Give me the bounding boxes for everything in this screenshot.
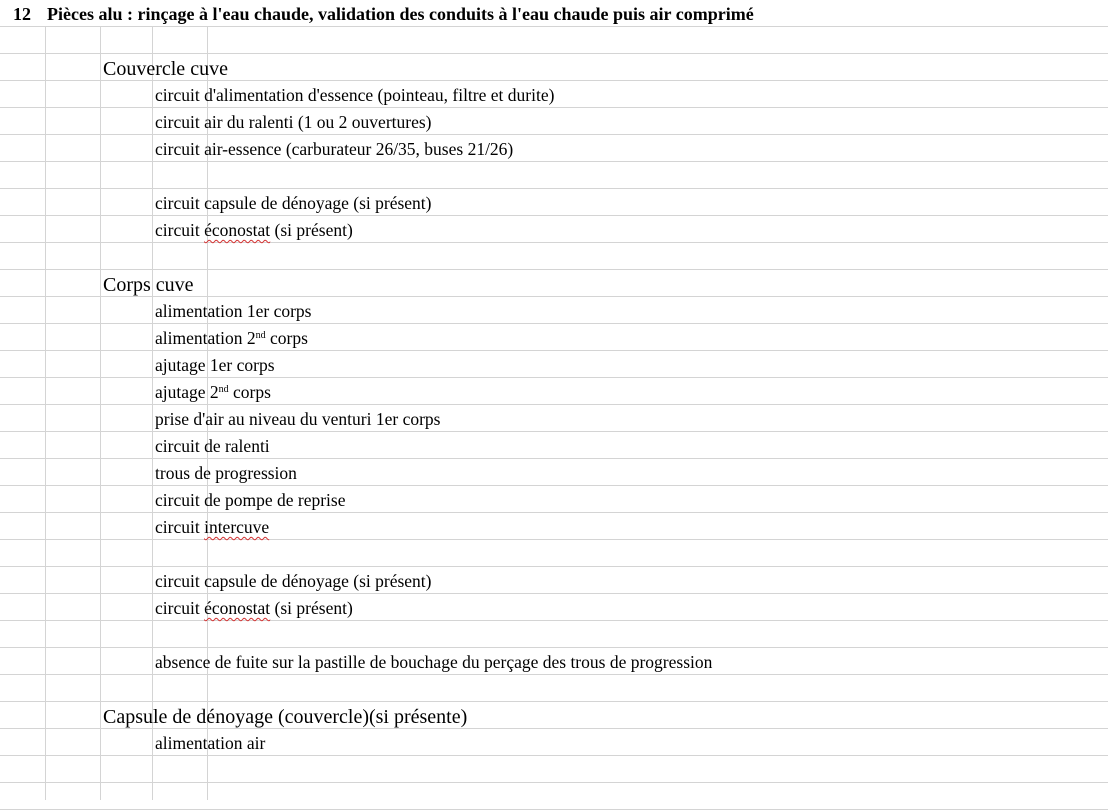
table-row[interactable]: [0, 189, 1108, 216]
table-row[interactable]: [0, 405, 1108, 432]
empty-row[interactable]: [0, 540, 1108, 567]
list-item-suffix: corps: [265, 328, 308, 348]
list-item[interactable]: circuit air du ralenti (1 ou 2 ouvertures): [155, 112, 432, 132]
list-item[interactable]: [155, 513, 269, 539]
table-row[interactable]: [0, 459, 1108, 486]
spellcheck-flagged-word[interactable]: intercuve: [204, 517, 270, 537]
list-item-prefix: alimentation 2: [155, 328, 256, 348]
table-row[interactable]: [0, 216, 1108, 243]
list-item[interactable]: circuit d'alimentation d'essence (pointeau, filtre et durite): [155, 85, 555, 105]
empty-row[interactable]: [0, 621, 1108, 648]
table-row[interactable]: [0, 729, 1108, 756]
empty-row[interactable]: [0, 756, 1108, 783]
table-row[interactable]: [0, 324, 1108, 351]
empty-row[interactable]: [0, 675, 1108, 702]
table-row[interactable]: [0, 135, 1108, 162]
list-item[interactable]: trous de progression: [155, 463, 297, 483]
spellcheck-flagged-word[interactable]: éconostat: [204, 220, 271, 240]
table-row[interactable]: [0, 594, 1108, 621]
table-row[interactable]: [0, 351, 1108, 378]
section-title-capsule-denoyage[interactable]: Capsule de dénoyage (couvercle)(si présente): [103, 706, 468, 728]
empty-row[interactable]: [0, 162, 1108, 189]
list-item[interactable]: [155, 594, 353, 620]
list-item-suffix: (si présent): [270, 598, 353, 618]
superscript-ordinal: nd: [218, 384, 229, 395]
list-item-prefix: circuit: [155, 598, 205, 618]
section-row[interactable]: [0, 270, 1108, 297]
list-item[interactable]: [155, 378, 271, 404]
list-item[interactable]: circuit capsule de dénoyage (si présent): [155, 571, 432, 591]
list-item[interactable]: ajutage 1er corps: [155, 355, 275, 375]
list-item[interactable]: circuit capsule de dénoyage (si présent): [155, 193, 432, 213]
list-item[interactable]: absence de fuite sur la pastille de bouchage du perçage des trous de progression: [155, 652, 713, 672]
table-row[interactable]: [0, 108, 1108, 135]
list-item-prefix: circuit: [155, 220, 205, 240]
section-title-couvercle-cuve[interactable]: Couvercle cuve: [103, 58, 228, 80]
table-row[interactable]: [0, 648, 1108, 675]
section-row[interactable]: [0, 702, 1108, 729]
table-row[interactable]: [0, 432, 1108, 459]
header-row[interactable]: [0, 0, 1108, 27]
list-item-suffix: corps: [228, 382, 271, 402]
table-row[interactable]: [0, 81, 1108, 108]
list-item-suffix: (si présent): [270, 220, 353, 240]
list-item[interactable]: [155, 216, 353, 242]
spellcheck-flagged-word[interactable]: éconostat: [204, 598, 271, 618]
list-item[interactable]: alimentation 1er corps: [155, 301, 312, 321]
empty-row[interactable]: [0, 783, 1108, 810]
list-item[interactable]: prise d'air au niveau du venturi 1er corps: [155, 409, 441, 429]
list-item[interactable]: [155, 324, 308, 350]
table-row[interactable]: [0, 486, 1108, 513]
header-number-cell[interactable]: 12: [13, 4, 31, 24]
superscript-ordinal: nd: [255, 330, 266, 341]
empty-row[interactable]: [0, 243, 1108, 270]
empty-row[interactable]: [0, 27, 1108, 54]
list-item-prefix: ajutage 2: [155, 382, 219, 402]
table-row[interactable]: [0, 378, 1108, 405]
table-row[interactable]: [0, 513, 1108, 540]
table-row[interactable]: [0, 297, 1108, 324]
section-row[interactable]: [0, 54, 1108, 81]
table-row[interactable]: [0, 567, 1108, 594]
list-item[interactable]: circuit air-essence (carburateur 26/35, buses 21/26): [155, 139, 514, 159]
list-item[interactable]: alimentation air: [155, 733, 266, 753]
list-item[interactable]: circuit de pompe de reprise: [155, 490, 346, 510]
list-item[interactable]: circuit de ralenti: [155, 436, 270, 456]
section-title-corps-cuve[interactable]: Corps cuve: [103, 274, 194, 296]
list-item-prefix: circuit: [155, 517, 205, 537]
header-title-cell[interactable]: Pièces alu : rinçage à l'eau chaude, validation des conduits à l'eau chaude puis air comprimé: [47, 4, 754, 24]
